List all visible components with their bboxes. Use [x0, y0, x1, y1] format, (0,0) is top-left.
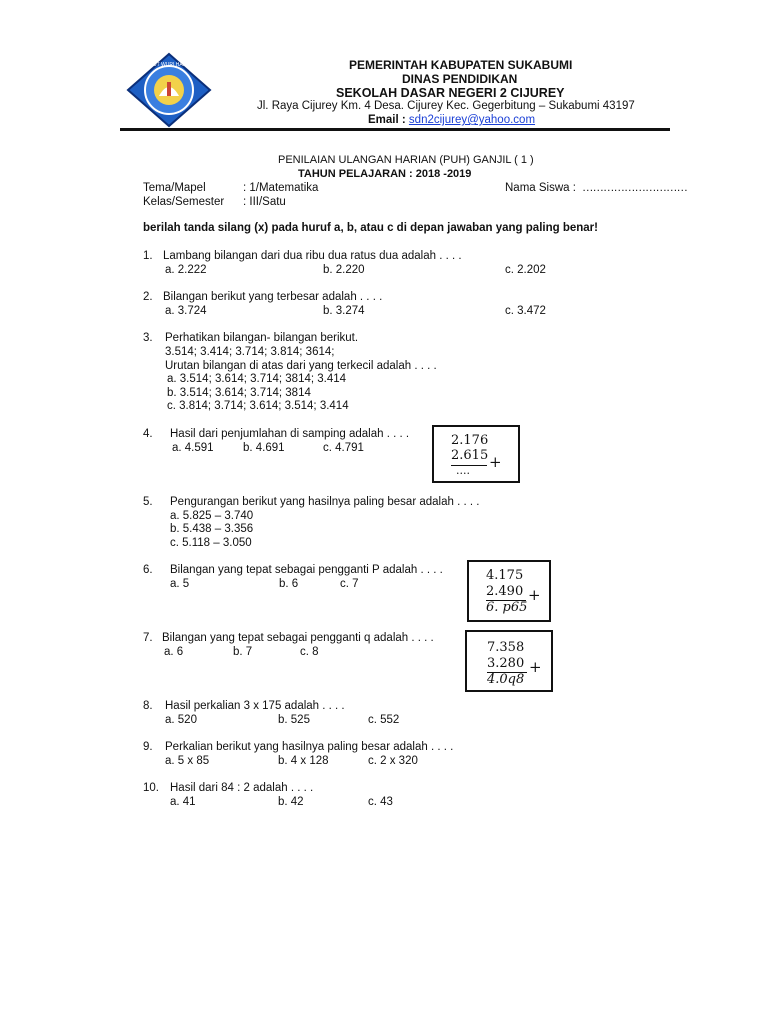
- q10-option-c[interactable]: c. 43: [368, 796, 393, 808]
- q2-option-b[interactable]: b. 3.274: [323, 305, 365, 317]
- q3-line3: Urutan bilangan di atas dari yang terkecil adalah . . . .: [165, 360, 437, 372]
- q6-box-number-2: 2.490: [486, 584, 524, 599]
- q7-box-plus-sign: +: [529, 658, 542, 676]
- kelas-label: Kelas/Semester: [143, 196, 225, 208]
- q10-text: Hasil dari 84 : 2 adalah . . . .: [170, 782, 314, 794]
- q6-box-plus-sign: +: [528, 586, 541, 604]
- q5-number: 5.: [143, 496, 153, 508]
- header-divider: [120, 128, 670, 131]
- q9-option-b[interactable]: b. 4 x 128: [278, 755, 329, 767]
- header-line-1: PEMERINTAH KABUPATEN SUKABUMI: [349, 58, 573, 72]
- q4-box-number-1: 2.176: [451, 433, 489, 448]
- header-address: Jl. Raya Cijurey Km. 4 Desa. Cijurey Kec. Gegerbitung – Sukabumi 43197: [257, 100, 635, 112]
- q5-option-b[interactable]: b. 5.438 – 3.356: [170, 523, 254, 535]
- nama-label: Nama Siswa :: [505, 182, 576, 194]
- q5-option-a[interactable]: a. 5.825 – 3.740: [170, 510, 254, 522]
- header-line-2: DINAS PENDIDIKAN: [402, 72, 518, 86]
- q9-option-c[interactable]: c. 2 x 320: [368, 755, 418, 767]
- q7-box-result: 4.0q8: [487, 672, 525, 687]
- q6-option-c[interactable]: c. 7: [340, 578, 359, 590]
- q7-number: 7.: [143, 632, 153, 644]
- q7-box-number-1: 7.358: [487, 640, 525, 655]
- kelas-value: : III/Satu: [243, 196, 286, 208]
- q3-line2: 3.514; 3.414; 3.714; 3.814; 3614;: [165, 346, 335, 358]
- q2-option-c[interactable]: c. 3.472: [505, 305, 546, 317]
- q10-option-a[interactable]: a. 41: [170, 796, 196, 808]
- q6-addition-box: [467, 560, 551, 622]
- q2-number: 2.: [143, 291, 153, 303]
- q7-option-a[interactable]: a. 6: [164, 646, 184, 658]
- q7-addition-box: [465, 630, 553, 692]
- email-link[interactable]: sdn2cijurey@yahoo.com: [408, 114, 536, 126]
- tema-value: : 1/Matematika: [243, 182, 319, 194]
- q10-option-b[interactable]: b. 42: [278, 796, 304, 808]
- q8-number: 8.: [143, 700, 153, 712]
- q5-text: Pengurangan berikut yang hasilnya paling besar adalah . . . .: [170, 496, 480, 508]
- q6-option-b[interactable]: b. 6: [279, 578, 299, 590]
- header-email-row: [368, 114, 535, 126]
- q5-option-c[interactable]: c. 5.118 – 3.050: [170, 537, 252, 549]
- q6-option-a[interactable]: a. 5: [170, 578, 190, 590]
- q4-number: 4.: [143, 428, 153, 440]
- q7-option-c[interactable]: c. 8: [300, 646, 319, 658]
- q9-number: 9.: [143, 741, 153, 753]
- exam-title: PENILAIAN ULANGAN HARIAN (PUH) GANJIL ( 1 ): [278, 154, 534, 166]
- q7-text: Bilangan yang tepat sebagai pengganti q adalah . . . .: [162, 632, 434, 644]
- logo-text: TUT WURI HANDAYANI: [150, 62, 205, 68]
- q4-text: Hasil dari penjumlahan di samping adalah . . . .: [170, 428, 410, 440]
- q6-text: Bilangan yang tepat sebagai pengganti P adalah . . . .: [170, 564, 443, 576]
- q4-option-c[interactable]: c. 4.791: [323, 442, 364, 454]
- q10-number: 10.: [143, 782, 159, 794]
- q3-number: 3.: [143, 332, 153, 344]
- nama-dots: …………………………: [582, 182, 687, 194]
- q1-option-c[interactable]: c. 2.202: [505, 264, 546, 276]
- q4-addition-box: [432, 425, 520, 483]
- q3-option-c[interactable]: c. 3.814; 3.714; 3.614; 3.514; 3.414: [167, 400, 349, 412]
- q4-box-result: ....: [456, 464, 470, 477]
- q3-text: Perhatikan bilangan- bilangan berikut.: [165, 332, 359, 344]
- q2-option-a[interactable]: a. 3.724: [165, 305, 207, 317]
- q6-box-number-1: 4.175: [486, 568, 524, 583]
- q4-option-a[interactable]: a. 4.591: [172, 442, 214, 454]
- q9-option-a[interactable]: a. 5 x 85: [165, 755, 210, 767]
- year-label: TAHUN PELAJARAN :: [298, 168, 413, 180]
- q7-box-number-2: 3.280: [487, 656, 525, 671]
- header-line-3: SEKOLAH DASAR NEGERI 2 CIJUREY: [336, 86, 565, 100]
- q8-option-b[interactable]: b. 525: [278, 714, 310, 726]
- q8-text: Hasil perkalian 3 x 175 adalah . . . .: [165, 700, 345, 712]
- q6-number: 6.: [143, 564, 153, 576]
- year-value: 2018 -2019: [415, 168, 472, 180]
- q3-option-a[interactable]: a. 3.514; 3.614; 3.714; 3814; 3.414: [167, 373, 347, 385]
- tema-label: Tema/Mapel: [143, 182, 206, 194]
- q9-text: Perkalian berikut yang hasilnya paling besar adalah . . . .: [165, 741, 454, 753]
- q1-option-a[interactable]: a. 2.222: [165, 264, 207, 276]
- q8-option-c[interactable]: c. 552: [368, 714, 400, 726]
- exam-year-row: [298, 168, 471, 180]
- email-label: Email :: [368, 114, 406, 126]
- instruction: berilah tanda silang (x) pada huruf a, b, atau c di depan jawaban yang paling benar!: [143, 222, 598, 234]
- q4-option-b[interactable]: b. 4.691: [243, 442, 285, 454]
- q6-box-result: 6. p65: [486, 600, 528, 615]
- q3-option-b[interactable]: b. 3.514; 3.614; 3.714; 3814: [167, 387, 311, 399]
- q4-box-number-2: 2.615: [451, 448, 489, 463]
- q4-box-plus-sign: +: [489, 453, 502, 471]
- q1-number: 1.: [143, 250, 153, 262]
- q2-text: Bilangan berikut yang terbesar adalah . . . .: [163, 291, 383, 303]
- q1-option-b[interactable]: b. 2.220: [323, 264, 365, 276]
- q8-option-a[interactable]: a. 520: [165, 714, 197, 726]
- q7-option-b[interactable]: b. 7: [233, 646, 253, 658]
- q1-text: Lambang bilangan dari dua ribu dua ratus dua adalah . . . .: [163, 250, 462, 262]
